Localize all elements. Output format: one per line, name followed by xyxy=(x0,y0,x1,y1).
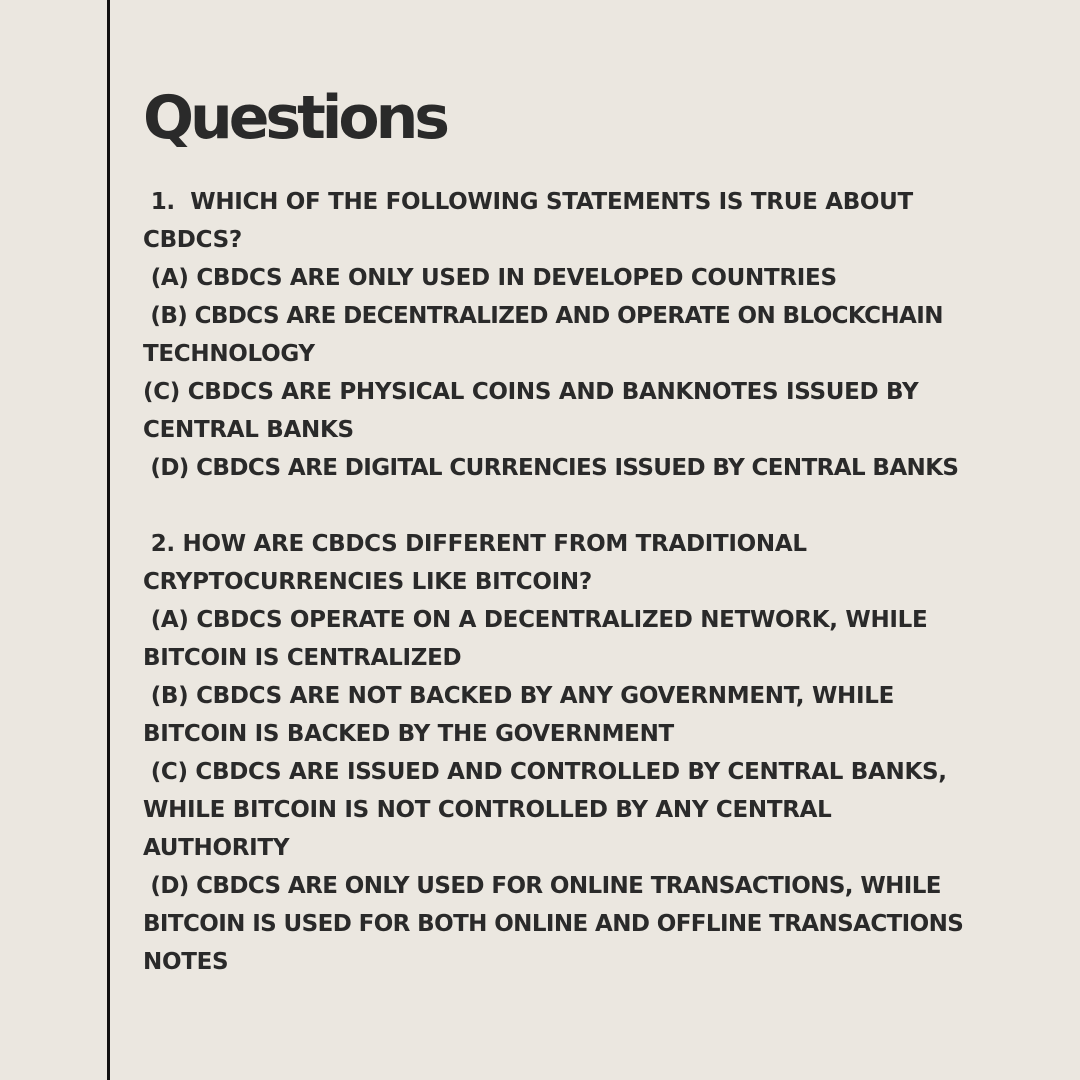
text-line: (D) CBDCS ARE ONLY USED FOR ONLINE TRANSACTIONS, WHILE xyxy=(143,873,941,899)
text-line: NOTES xyxy=(143,949,229,975)
text-line: (A) CBDCS OPERATE ON A DECENTRALIZED NETWORK, WHILE xyxy=(143,607,928,633)
text-line: (A) CBDCS ARE ONLY USED IN DEVELOPED COUNTRIES xyxy=(143,265,837,291)
text-line: WHILE BITCOIN IS NOT CONTROLLED BY ANY CENTRAL xyxy=(143,797,832,823)
left-vertical-rule xyxy=(107,0,110,1080)
text-line: CRYPTOCURRENCIES LIKE BITCOIN? xyxy=(143,569,592,595)
questions-body xyxy=(143,183,1023,981)
text-line: (C) CBDCS ARE PHYSICAL COINS AND BANKNOTES ISSUED BY xyxy=(143,379,919,405)
text-line: BITCOIN IS BACKED BY THE GOVERNMENT xyxy=(143,721,674,747)
text-line: TECHNOLOGY xyxy=(143,341,315,367)
text-line: CENTRAL BANKS xyxy=(143,417,354,443)
text-line: BITCOIN IS CENTRALIZED xyxy=(143,645,462,671)
page-title: Questions xyxy=(143,83,447,153)
text-line: (D) CBDCS ARE DIGITAL CURRENCIES ISSUED BY CENTRAL BANKS xyxy=(143,455,959,481)
text-line: 1. WHICH OF THE FOLLOWING STATEMENTS IS TRUE ABOUT xyxy=(143,189,913,215)
text-line: (B) CBDCS ARE NOT BACKED BY ANY GOVERNMENT, WHILE xyxy=(143,683,894,709)
text-line: BITCOIN IS USED FOR BOTH ONLINE AND OFFLINE TRANSACTIONS xyxy=(143,911,964,937)
text-line: 2. HOW ARE CBDCS DIFFERENT FROM TRADITIONAL xyxy=(143,531,807,557)
text-line: (C) CBDCS ARE ISSUED AND CONTROLLED BY CENTRAL BANKS, xyxy=(143,759,947,785)
blank-line xyxy=(143,487,1023,525)
text-line: AUTHORITY xyxy=(143,835,290,861)
text-line: CBDCS? xyxy=(143,227,242,253)
text-line: (B) CBDCS ARE DECENTRALIZED AND OPERATE ON BLOCKCHAIN xyxy=(143,303,943,329)
